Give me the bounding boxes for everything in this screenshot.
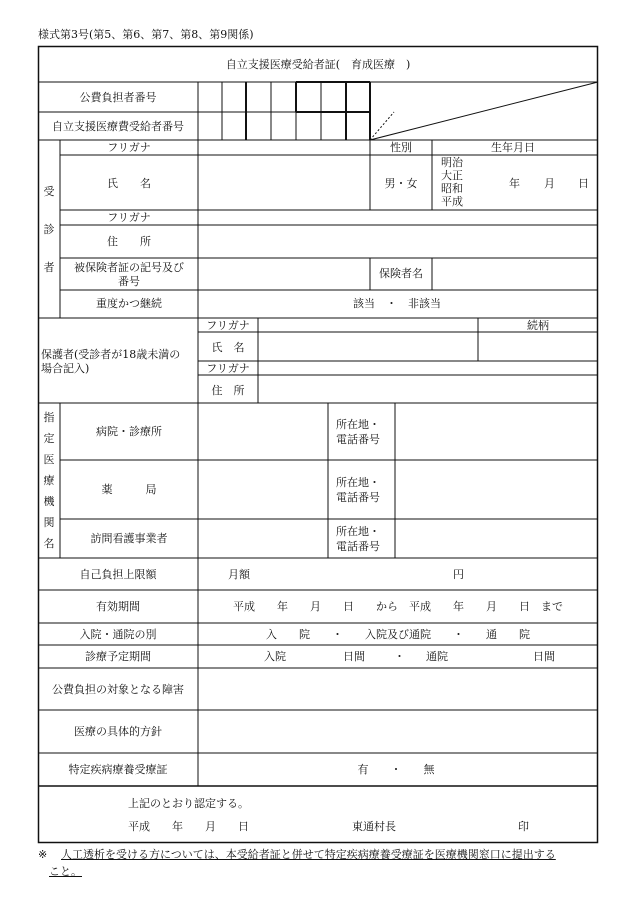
institution-group-label-6: 関 xyxy=(43,516,55,529)
schedule-outpatient: 通院 xyxy=(426,650,448,663)
certify-date: 平成 年 月 日 xyxy=(128,820,249,833)
furigana-label-2: フリガナ xyxy=(107,211,151,224)
pharmacy-location-line2: 電話番号 xyxy=(336,491,380,504)
patient-group-label-1: 受 xyxy=(43,185,55,198)
certify-issuer: 東通村長 xyxy=(352,820,396,833)
guardian-name-label: 氏 名 xyxy=(211,341,245,354)
recipient-number-label: 自立支援医療費受給者番号 xyxy=(52,120,184,133)
guardian-relation-label: 続柄 xyxy=(527,319,549,332)
schedule-label: 診療予定期間 xyxy=(85,650,151,663)
institution-group-label-7: 名 xyxy=(43,537,55,550)
institution-group-label-3: 医 xyxy=(43,453,55,466)
specific-disease-value: 有 ・ 無 xyxy=(357,763,435,776)
guardian-address-label: 住 所 xyxy=(211,384,245,397)
dob-day: 日 xyxy=(578,177,589,190)
validity-value: 平成 年 月 日 から 平成 年 月 日 まで xyxy=(233,600,563,613)
policy-label: 医療の具体的方針 xyxy=(74,725,162,738)
patient-group-label-2: 診 xyxy=(43,223,55,236)
institution-group-label-4: 療 xyxy=(43,474,55,487)
copay-yen: 円 xyxy=(453,568,464,581)
copay-label: 自己負担上限額 xyxy=(79,568,157,581)
pharmacy-label: 薬 局 xyxy=(101,483,157,496)
sex-value: 男・女 xyxy=(384,177,418,190)
public-payer-number-label: 公費負担者番号 xyxy=(79,91,157,104)
nursing-location-line1: 所在地・ xyxy=(336,525,380,538)
severe-value: 該当 ・ 非該当 xyxy=(353,297,441,310)
guardian-label-line2: 場合記入) xyxy=(41,362,90,375)
note-line1: 人工透析を受ける方については、本受給者証と併せて特定疾病療養受療証を医療機関窓口に提出する xyxy=(61,848,556,861)
era-heisei: 平成 xyxy=(441,195,463,208)
schedule-dot: ・ xyxy=(394,650,405,663)
admission-value: 入 院 ・ 入院及び通院 ・ 通 院 xyxy=(266,628,530,641)
validity-label: 有効期間 xyxy=(96,600,140,613)
dob-month: 月 xyxy=(544,177,555,190)
nursing-label: 訪問看護事業者 xyxy=(90,532,168,545)
era-showa: 昭和 xyxy=(441,182,463,195)
insurer-label: 保険者名 xyxy=(379,267,423,280)
sex-label: 性別 xyxy=(390,141,412,154)
institution-group-label-2: 定 xyxy=(43,432,55,445)
patient-group-label-3: 者 xyxy=(43,261,55,274)
schedule-days-1: 日間 xyxy=(343,650,365,663)
era-meiji: 明治 xyxy=(441,156,463,169)
certify-seal: 印 xyxy=(518,820,529,833)
specific-disease-label: 特定疾病療養受療証 xyxy=(68,763,168,776)
pharmacy-location-line1: 所在地・ xyxy=(336,476,380,489)
certify-text: 上記のとおり認定する。 xyxy=(128,797,249,810)
insurance-label-line1: 被保険者証の記号及び xyxy=(74,261,184,274)
institution-group-label-5: 機 xyxy=(43,495,55,508)
dob-year: 年 xyxy=(509,177,520,190)
severe-label: 重度かつ継続 xyxy=(96,297,162,310)
hospital-location-line2: 電話番号 xyxy=(336,433,380,446)
guardian-label-line1: 保護者(受診者が18歳未満の xyxy=(41,348,181,361)
copay-monthly: 月額 xyxy=(228,568,250,581)
dob-label: 生年月日 xyxy=(491,141,535,154)
schedule-inpatient: 入院 xyxy=(264,650,286,663)
guardian-furigana-label-2: フリガナ xyxy=(206,362,250,375)
furigana-label: フリガナ xyxy=(107,141,151,154)
hospital-label: 病院・診療所 xyxy=(96,425,162,438)
note-mark: ※ xyxy=(38,848,48,861)
nursing-location-line2: 電話番号 xyxy=(336,540,380,553)
form-reference: 様式第3号(第5、第6、第7、第8、第9関係) xyxy=(38,28,254,41)
guardian-furigana-label: フリガナ xyxy=(206,319,250,332)
name-label: 氏 名 xyxy=(107,177,151,190)
address-label: 住 所 xyxy=(107,235,151,248)
schedule-days-2: 日間 xyxy=(533,650,555,663)
era-taisho: 大正 xyxy=(441,169,463,182)
hospital-location-line1: 所在地・ xyxy=(336,418,380,431)
form-title: 自立支援医療受給者証( 育成医療 ) xyxy=(225,58,411,71)
admission-label: 入院・通院の別 xyxy=(79,628,157,641)
note-line2: こと。 xyxy=(49,865,82,878)
institution-group-label-1: 指 xyxy=(43,411,55,424)
insurance-label-line2: 番号 xyxy=(118,275,140,288)
disability-label: 公費負担の対象となる障害 xyxy=(52,683,184,696)
